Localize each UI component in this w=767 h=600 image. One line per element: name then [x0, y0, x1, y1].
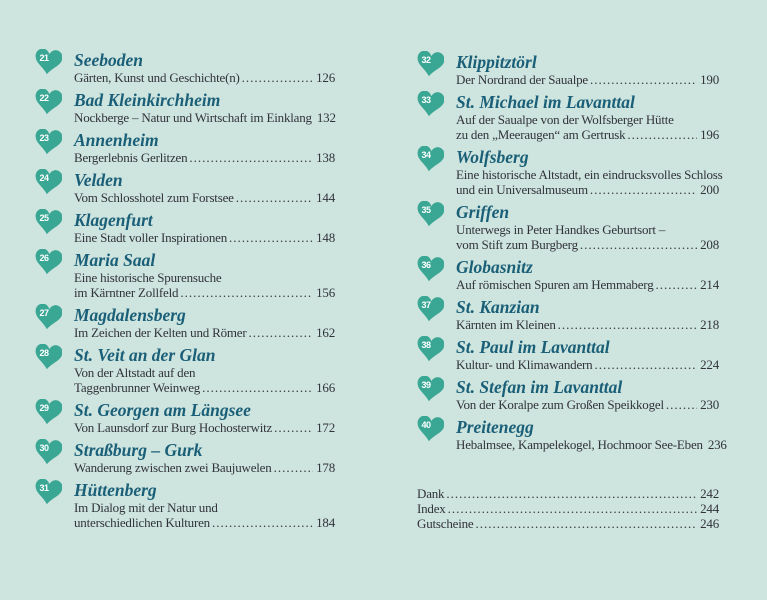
entry-title: Klippitztörl	[456, 52, 537, 72]
entry-number: 25	[39, 213, 49, 223]
page-number: 208	[700, 237, 719, 252]
toc-entry	[35, 305, 335, 340]
toc-column-left-wrap	[35, 50, 335, 535]
entry-number: 31	[39, 483, 49, 493]
toc-line-text: Unterwegs in Peter Handkes Geburtsort –	[456, 222, 666, 237]
toc-line	[456, 317, 719, 332]
leader-dots	[666, 397, 697, 412]
toc-entry-body	[74, 345, 335, 395]
leader-dots	[594, 357, 697, 372]
heart-badge	[417, 91, 444, 117]
toc-entry-body	[456, 92, 719, 142]
toc-line-text: Bergerlebnis Gerlitzen	[74, 150, 188, 165]
heart-badge	[35, 209, 62, 235]
page-number: 138	[316, 150, 335, 165]
heart-badge	[417, 296, 444, 322]
toc-line	[74, 270, 335, 285]
toc-entry-body	[74, 50, 335, 85]
endmatter	[417, 486, 719, 531]
toc-entry-body	[74, 440, 335, 475]
toc-line	[74, 380, 335, 395]
entry-number: 26	[39, 253, 49, 263]
toc-line	[74, 190, 335, 205]
toc-entry	[417, 147, 723, 197]
toc-line-text: Index	[417, 501, 446, 516]
entry-number: 30	[39, 443, 49, 453]
leader-dots	[590, 182, 697, 197]
toc-line-text: Im Zeichen der Kelten und Römer	[74, 325, 247, 340]
toc-entry	[35, 210, 335, 245]
entry-title: Hüttenberg	[74, 480, 157, 500]
toc-entry-body	[456, 202, 719, 252]
page-number: 224	[700, 357, 719, 372]
heart-badge	[35, 89, 62, 115]
leader-dots	[249, 325, 314, 340]
toc-line-text: zu den „Meeraugen“ am Gertrusk	[456, 127, 626, 142]
toc-line-text: Eine historische Altstadt, ein eindrucksvolles Schloss	[456, 167, 723, 182]
page-number: 156	[316, 285, 335, 300]
entry-title: Seeboden	[74, 50, 144, 70]
entry-title: St. Michael im Lavanttal	[456, 92, 635, 112]
toc-line	[74, 325, 335, 340]
entry-number: 22	[39, 93, 49, 103]
toc-line-text: Eine Stadt voller Inspirationen	[74, 230, 228, 245]
toc-line-text: Dank	[417, 486, 445, 501]
toc-line	[456, 437, 727, 452]
toc-line	[74, 150, 335, 165]
entry-number: 40	[421, 420, 431, 430]
leader-dots	[446, 486, 697, 501]
toc-line-text: Nockberge – Natur und Wirtschaft im Einklang	[74, 110, 312, 125]
toc-line	[417, 486, 719, 501]
heart-badge	[417, 416, 444, 442]
toc-line	[456, 167, 723, 182]
toc-line-text: im Kärntner Zollfeld	[74, 285, 179, 300]
toc-entry-body	[74, 480, 335, 530]
page-number: 218	[700, 317, 719, 332]
entry-number: 27	[39, 308, 49, 318]
entry-number: 28	[39, 348, 49, 358]
toc-line-text: Gärten, Kunst und Geschichte(n)	[74, 70, 240, 85]
toc-entry	[417, 377, 719, 412]
entry-number: 39	[421, 380, 431, 390]
leader-dots	[448, 501, 697, 516]
entry-title: St. Georgen am Längsee	[74, 400, 251, 420]
leader-dots	[212, 515, 313, 530]
toc-line-text: und ein Universalmuseum	[456, 182, 588, 197]
toc-column-right	[417, 52, 727, 452]
toc-entry-body	[456, 52, 719, 87]
toc-line	[456, 357, 719, 372]
heart-badge	[35, 399, 62, 425]
leader-dots	[202, 380, 313, 395]
page-number: 236	[707, 437, 727, 452]
entry-title: Bad Kleinkirchheim	[74, 90, 221, 110]
leader-dots	[189, 150, 313, 165]
heart-badge	[35, 344, 62, 370]
toc-line-text: Kärnten im Kleinen	[456, 317, 556, 332]
leader-dots	[242, 70, 313, 85]
entry-number: 34	[421, 150, 431, 160]
toc-entry	[35, 50, 335, 85]
toc-line	[74, 285, 335, 300]
toc-entry	[35, 250, 335, 300]
leader-dots	[236, 190, 313, 205]
toc-line-text: Eine historische Spurensuche	[74, 270, 222, 285]
leader-dots	[274, 420, 313, 435]
entry-title: St. Stefan im Lavanttal	[456, 377, 623, 397]
toc-entry-body	[456, 297, 719, 332]
leader-dots	[274, 460, 314, 475]
toc-line-text: Taggenbrunner Weinweg	[74, 380, 201, 395]
toc-line-text: Gutscheine	[417, 516, 474, 531]
heart-badge	[35, 304, 62, 330]
leader-dots	[180, 285, 313, 300]
page-number: 162	[316, 325, 335, 340]
leader-dots	[475, 516, 697, 531]
page-number: 246	[700, 516, 719, 531]
heart-badge	[417, 256, 444, 282]
entry-title: Globasnitz	[456, 257, 533, 277]
heart-badge	[35, 479, 62, 505]
toc-line	[417, 501, 719, 516]
entry-number: 33	[421, 95, 431, 105]
heart-badge	[417, 376, 444, 402]
toc-entry-body	[74, 250, 335, 300]
toc-entry	[417, 417, 727, 452]
toc-line-text: Der Nordrand der Saualpe	[456, 72, 589, 87]
entry-title: Preitenegg	[456, 417, 534, 437]
toc-line	[74, 365, 335, 380]
toc-line-text: unterschiedlichen Kulturen	[74, 515, 210, 530]
page-number: 190	[700, 72, 719, 87]
entry-number: 37	[421, 300, 431, 310]
entry-title: St. Veit an der Glan	[74, 345, 216, 365]
toc-line	[456, 222, 719, 237]
leader-dots	[229, 230, 313, 245]
heart-badge	[417, 146, 444, 172]
heart-badge	[35, 49, 62, 75]
toc-entry	[417, 337, 719, 372]
toc-line-text: vom Stift zum Burgberg	[456, 237, 578, 252]
toc-line-text: Vom Schlosshotel zum Forstsee	[74, 190, 234, 205]
toc-line-text: Von Launsdorf zur Burg Hochosterwitz	[74, 420, 273, 435]
toc-line	[456, 127, 719, 142]
toc-line-text: Auf der Saualpe von der Wolfsberger Hütte	[456, 112, 674, 127]
entry-title: St. Kanzian	[456, 297, 540, 317]
toc-line-text: Hebalmsee, Kampelekogel, Hochmoor See-Eben	[456, 437, 703, 452]
toc-column-left	[35, 50, 335, 530]
toc-column-right-wrap	[417, 52, 727, 531]
page-number: 244	[700, 501, 719, 516]
page-number: 144	[316, 190, 335, 205]
heart-badge	[417, 336, 444, 362]
toc-entry	[417, 202, 719, 252]
page-number: 200	[700, 182, 719, 197]
toc-line-text: Auf römischen Spuren am Hemmaberg	[456, 277, 654, 292]
heart-badge	[35, 169, 62, 195]
toc-line-text: Kultur- und Klimawandern	[456, 357, 593, 372]
toc-entry	[417, 52, 719, 87]
toc-line-text: Von der Altstadt auf den	[74, 365, 196, 380]
toc-entry-body	[456, 257, 719, 292]
entry-title: Maria Saal	[74, 250, 156, 270]
toc-entry-body	[74, 210, 335, 245]
entry-title: Griffen	[456, 202, 510, 222]
entry-number: 24	[39, 173, 49, 183]
page-number: 242	[700, 486, 719, 501]
page-number: 214	[700, 277, 719, 292]
toc-line	[74, 420, 335, 435]
toc-entry-body	[456, 337, 719, 372]
entry-number: 29	[39, 403, 49, 413]
toc-line-text: Von der Koralpe zum Großen Speikkogel	[456, 397, 664, 412]
toc-entry-body	[74, 305, 335, 340]
entry-title: Wolfsberg	[456, 147, 529, 167]
toc-entry-body	[456, 147, 723, 197]
toc-entry	[35, 170, 335, 205]
toc-entry	[35, 345, 335, 395]
toc-line	[456, 182, 719, 197]
toc-line	[74, 460, 335, 475]
toc-line	[417, 516, 719, 531]
toc-line	[74, 500, 335, 515]
entry-title: Velden	[74, 170, 123, 190]
toc-entry-body	[74, 170, 335, 205]
entry-title: Straßburg – Gurk	[74, 440, 203, 460]
leader-dots	[627, 127, 697, 142]
toc-line	[456, 277, 719, 292]
entry-title: Annenheim	[74, 130, 159, 150]
toc-entry	[35, 440, 335, 475]
toc-entry	[417, 92, 719, 142]
page-number: 132	[316, 110, 336, 125]
toc-line	[74, 515, 335, 530]
toc-line-text: Wanderung zwischen zwei Baujuwelen	[74, 460, 272, 475]
entry-title: St. Paul im Lavanttal	[456, 337, 610, 357]
toc-entry	[35, 400, 335, 435]
page-number: 126	[316, 70, 335, 85]
entry-number: 38	[421, 340, 431, 350]
heart-badge	[35, 249, 62, 275]
toc-line	[456, 237, 719, 252]
toc-line	[456, 72, 719, 87]
toc-entry	[35, 130, 335, 165]
heart-badge	[417, 51, 444, 77]
toc-line	[456, 397, 719, 412]
toc-entry	[35, 480, 335, 530]
page-number: 148	[316, 230, 335, 245]
entry-title: Klagenfurt	[74, 210, 153, 230]
entry-number: 21	[39, 53, 49, 63]
toc-entry-body	[74, 130, 335, 165]
entry-number: 36	[421, 260, 431, 270]
toc-entry	[417, 257, 719, 292]
leader-dots	[656, 277, 698, 292]
page-number: 230	[700, 397, 719, 412]
toc-line	[74, 70, 335, 85]
page-number: 178	[316, 460, 335, 475]
page-number: 184	[316, 515, 335, 530]
entry-number: 32	[421, 55, 431, 65]
toc-entry-body	[456, 377, 719, 412]
page-number: 196	[700, 127, 719, 142]
toc-entry-body	[456, 417, 727, 452]
toc-entry	[35, 90, 335, 125]
toc-line	[74, 110, 335, 125]
heart-badge	[35, 439, 62, 465]
heart-badge	[417, 201, 444, 227]
entry-number: 35	[421, 205, 431, 215]
leader-dots	[558, 317, 697, 332]
toc-entry	[417, 297, 719, 332]
heart-badge	[35, 129, 62, 155]
page-number: 172	[316, 420, 335, 435]
toc-entry-body	[74, 400, 335, 435]
toc-entry-body	[74, 90, 335, 125]
page-number: 166	[316, 380, 335, 395]
entry-title: Magdalensberg	[74, 305, 186, 325]
toc-line	[74, 230, 335, 245]
entry-number: 23	[39, 133, 49, 143]
toc-line-text: Im Dialog mit der Natur und	[74, 500, 218, 515]
toc-line	[456, 112, 719, 127]
leader-dots	[590, 72, 697, 87]
leader-dots	[580, 237, 697, 252]
